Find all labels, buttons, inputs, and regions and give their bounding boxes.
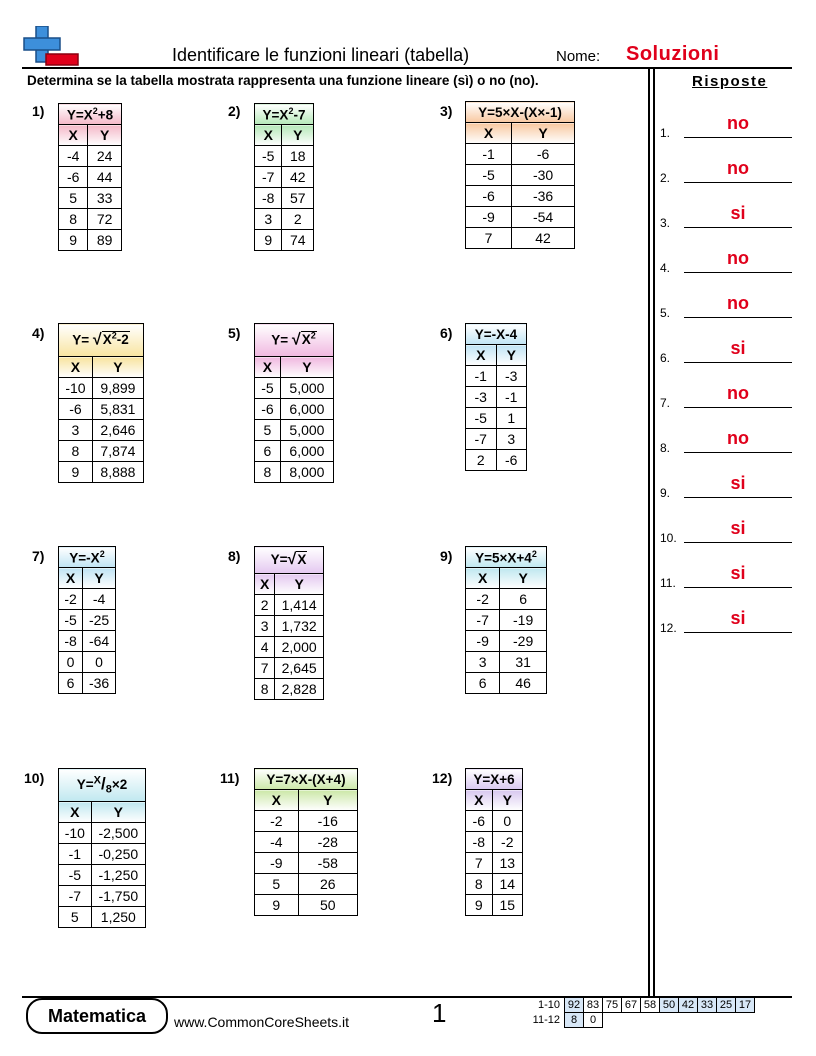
y-cell: 89 (88, 230, 122, 251)
x-header: X (59, 568, 83, 589)
formula-exponent: 2 (111, 330, 117, 341)
answer-row (660, 380, 795, 410)
x-header: X (466, 790, 493, 811)
x-cell: -1 (466, 144, 512, 165)
function-table-12 (465, 768, 523, 916)
brand-badge: Matematica (26, 998, 168, 1034)
sqrt-icon: √ (287, 551, 297, 568)
y-cell: 18 (282, 146, 314, 167)
answer-line (684, 542, 792, 543)
answer-value: si (730, 518, 746, 538)
formula-text: -2 (116, 332, 129, 348)
formula-exponent: 2 (288, 105, 294, 116)
x-cell: 5 (59, 907, 92, 928)
x-cell: -7 (466, 610, 500, 631)
x-cell: -1 (59, 844, 92, 865)
y-cell: 44 (88, 167, 122, 188)
header-divider (22, 67, 792, 69)
answer-line (684, 227, 792, 228)
problem-number: 4) (32, 325, 45, 341)
formula-text: -7 (293, 107, 306, 123)
y-cell: 2,646 (92, 420, 143, 441)
answer-line (684, 407, 792, 408)
x-cell: -4 (59, 146, 88, 167)
y-cell: -25 (83, 610, 116, 631)
answer-number: 9. (660, 486, 671, 500)
x-cell: -8 (255, 188, 282, 209)
x-header: X (466, 123, 512, 144)
x-header: X (255, 790, 299, 811)
answer-value: no (727, 248, 749, 268)
x-cell: 5 (255, 874, 299, 895)
formula-text: Y= (271, 332, 289, 348)
website-link[interactable]: www.CommonCoreSheets.it (174, 1014, 350, 1030)
formula-numerator: X (93, 774, 101, 787)
function-table-4 (58, 323, 144, 483)
score-cell: 33 (698, 998, 717, 1013)
score-cell: 58 (641, 998, 660, 1013)
y-cell: 8,000 (280, 462, 333, 483)
answer-value: si (730, 338, 746, 358)
x-cell: 8 (255, 679, 275, 700)
formula-cell (59, 769, 146, 802)
formula-cell: Y=5×X-(X×-1) (466, 102, 575, 123)
answer-value: no (727, 113, 749, 133)
x-cell: 2 (255, 595, 275, 616)
y-cell: -2,500 (91, 823, 145, 844)
formula-text: +8 (97, 107, 114, 123)
y-header: Y (91, 802, 145, 823)
answer-number: 6. (660, 351, 671, 365)
x-cell: 8 (59, 441, 93, 462)
answer-value: no (727, 158, 749, 178)
answer-row (660, 245, 795, 275)
answer-number: 5. (660, 306, 671, 320)
x-cell: -7 (255, 167, 282, 188)
x-cell: 6 (59, 673, 83, 694)
y-cell: 31 (500, 652, 547, 673)
score-table (520, 997, 755, 1028)
x-cell: 6 (255, 441, 281, 462)
formula-exponent: 2 (310, 330, 316, 341)
answer-number: 11. (660, 576, 676, 590)
x-cell: -7 (59, 886, 92, 907)
x-cell: -5 (466, 165, 512, 186)
y-header: Y (280, 357, 333, 378)
answer-row (660, 425, 795, 455)
y-cell: 50 (298, 895, 357, 916)
problem-number: 5) (228, 325, 241, 341)
formula-cell (59, 104, 122, 125)
y-cell: 1,250 (91, 907, 145, 928)
x-header: X (466, 345, 497, 366)
function-table-5 (254, 323, 334, 483)
page-number: 1 (432, 998, 447, 1028)
answer-value: si (730, 608, 746, 628)
formula-cell: Y=-X-4 (466, 324, 527, 345)
y-cell: 0 (83, 652, 116, 673)
formula-exponent: 2 (92, 105, 98, 116)
y-cell: -6 (512, 144, 575, 165)
y-cell: 57 (282, 188, 314, 209)
x-cell: -6 (466, 186, 512, 207)
answer-line (684, 362, 792, 363)
logo-icon (22, 26, 80, 68)
radicand: X (297, 552, 307, 567)
answer-value: no (727, 428, 749, 448)
y-cell: -36 (83, 673, 116, 694)
formula-text: Y=X (262, 107, 289, 123)
problem-number: 11) (220, 770, 240, 786)
function-table-2 (254, 103, 314, 251)
formula-text: ×2 (111, 777, 128, 793)
x-cell: -6 (255, 399, 281, 420)
answer-number: 2. (660, 171, 671, 185)
x-cell: 3 (59, 420, 93, 441)
problem-number: 9) (440, 548, 453, 564)
x-cell: -6 (59, 399, 93, 420)
x-cell: 3 (466, 652, 500, 673)
y-cell: 8,888 (92, 462, 143, 483)
y-cell: 2 (282, 209, 314, 230)
x-header: X (59, 357, 93, 378)
function-table-11 (254, 768, 358, 916)
formula-cell (255, 324, 334, 357)
problem-number: 8) (228, 548, 241, 564)
x-header: X (255, 357, 281, 378)
answer-value: no (727, 383, 749, 403)
x-cell: -5 (255, 378, 281, 399)
answer-row (660, 290, 795, 320)
formula-cell (466, 547, 547, 568)
name-label: Nome: (556, 48, 601, 65)
y-cell: -1,250 (91, 865, 145, 886)
y-cell: 7,874 (92, 441, 143, 462)
y-cell: -64 (83, 631, 116, 652)
y-cell: 42 (282, 167, 314, 188)
answer-number: 8. (660, 441, 671, 455)
x-cell: -6 (59, 167, 88, 188)
x-cell: 4 (255, 637, 275, 658)
x-cell: 7 (255, 658, 275, 679)
y-header: Y (92, 357, 143, 378)
y-cell: -30 (512, 165, 575, 186)
page-title: Identificare le funzioni lineari (tabella) (172, 45, 470, 65)
score-label: 11-12 (532, 1014, 560, 1026)
answer-line (684, 587, 792, 588)
y-cell: 42 (512, 228, 575, 249)
fraction-slash: / (100, 774, 106, 794)
x-cell: -8 (59, 631, 83, 652)
y-header: Y (500, 568, 547, 589)
column-divider (648, 67, 650, 997)
y-cell: -2 (492, 832, 522, 853)
answer-value: si (730, 563, 746, 583)
answer-line (684, 182, 792, 183)
x-cell: 3 (255, 209, 282, 230)
y-cell: -36 (512, 186, 575, 207)
y-cell: 5,000 (280, 378, 333, 399)
x-cell: -1 (466, 366, 497, 387)
y-cell: -6 (496, 450, 527, 471)
score-cell: 67 (622, 998, 641, 1013)
x-cell: 6 (466, 673, 500, 694)
radicand (102, 331, 130, 347)
y-cell: 3 (496, 429, 527, 450)
problem-number: 10) (24, 770, 45, 786)
problem-number: 2) (228, 103, 241, 119)
sqrt-icon: √ (92, 331, 102, 349)
answer-line (684, 452, 792, 453)
y-cell: 2,828 (275, 679, 324, 700)
y-cell: -54 (512, 207, 575, 228)
answers-heading: Risposte (692, 73, 768, 90)
x-header: X (59, 125, 88, 146)
column-divider (653, 67, 655, 997)
x-cell: 7 (466, 853, 493, 874)
y-cell: -58 (298, 853, 357, 874)
y-cell: 13 (492, 853, 522, 874)
x-cell: -3 (466, 387, 497, 408)
x-cell: -5 (59, 865, 92, 886)
formula-exponent: 2 (531, 548, 537, 559)
y-header: Y (492, 790, 522, 811)
score-cell: 83 (584, 998, 603, 1013)
answer-number: 1. (660, 126, 671, 140)
answer-value: si (730, 473, 746, 493)
function-table-8 (254, 546, 324, 700)
answer-line (684, 497, 792, 498)
y-cell: 26 (298, 874, 357, 895)
y-cell: 6 (500, 589, 547, 610)
answer-number: 7. (660, 396, 671, 410)
answer-line (684, 137, 792, 138)
y-cell: -28 (298, 832, 357, 853)
x-cell: 9 (59, 230, 88, 251)
function-table-9 (465, 546, 547, 694)
answer-line (684, 632, 792, 633)
x-cell: -7 (466, 429, 497, 450)
formula-exponent: 2 (99, 548, 105, 559)
formula-text: X (301, 332, 311, 348)
y-cell: 74 (282, 230, 314, 251)
y-cell: -29 (500, 631, 547, 652)
score-label: 1-10 (537, 999, 560, 1011)
x-cell: -5 (255, 146, 282, 167)
score-cell: 0 (584, 1013, 603, 1028)
x-cell: -5 (466, 408, 497, 429)
y-cell: -3 (496, 366, 527, 387)
answer-row (660, 605, 795, 635)
y-header: Y (512, 123, 575, 144)
instructions: Determina se la tabella mostrata rappresenta una funzione lineare (sì) o no (no). (27, 73, 539, 88)
answer-number: 3. (660, 216, 671, 230)
formula-text: X (102, 332, 112, 348)
y-header: Y (298, 790, 357, 811)
x-cell: 5 (255, 420, 281, 441)
x-cell: 3 (255, 616, 275, 637)
y-cell: 0 (492, 811, 522, 832)
y-header: Y (275, 574, 324, 595)
function-table-3 (465, 101, 575, 249)
problem-number: 12) (432, 770, 453, 786)
y-cell: 14 (492, 874, 522, 895)
y-cell: 1 (496, 408, 527, 429)
y-cell: 9,899 (92, 378, 143, 399)
x-cell: -2 (466, 589, 500, 610)
radicand (301, 331, 317, 347)
sqrt-icon: √ (291, 331, 301, 349)
score-cell: 17 (736, 998, 755, 1013)
formula-denominator: 8 (105, 783, 112, 796)
problem-number: 1) (32, 103, 45, 119)
score-cell: 50 (660, 998, 679, 1013)
function-table-6 (465, 323, 527, 471)
answer-value: no (727, 293, 749, 313)
x-cell: 9 (255, 230, 282, 251)
function-table-10 (58, 768, 146, 928)
answer-row (660, 515, 795, 545)
y-cell: -0,250 (91, 844, 145, 865)
x-cell: -9 (466, 207, 512, 228)
formula-cell: Y=7×X-(X+4) (255, 769, 358, 790)
answer-number: 4. (660, 261, 671, 275)
x-cell: 9 (59, 462, 93, 483)
function-table-7 (58, 546, 116, 694)
score-cell: 25 (717, 998, 736, 1013)
function-table-1 (58, 103, 122, 251)
x-cell: 9 (255, 895, 299, 916)
x-cell: -5 (59, 610, 83, 631)
x-cell: 8 (255, 462, 281, 483)
x-cell: -10 (59, 378, 93, 399)
y-cell: 1,414 (275, 595, 324, 616)
x-cell: -9 (466, 631, 500, 652)
formula-text: Y=-X (69, 550, 100, 566)
x-cell: 0 (59, 652, 83, 673)
x-cell: -2 (59, 589, 83, 610)
y-cell: 33 (88, 188, 122, 209)
x-cell: 7 (466, 228, 512, 249)
formula-cell (255, 104, 314, 125)
formula-text: Y= (72, 332, 90, 348)
x-cell: -8 (466, 832, 493, 853)
answer-row (660, 200, 795, 230)
answer-row (660, 110, 795, 140)
y-header: Y (83, 568, 116, 589)
y-cell: -19 (500, 610, 547, 631)
problem-number: 3) (440, 103, 453, 119)
score-cell: 42 (679, 998, 698, 1013)
formula-cell: Y=X+6 (466, 769, 523, 790)
x-header: X (255, 125, 282, 146)
solutions-label: Soluzioni (626, 43, 720, 65)
answer-row (660, 470, 795, 500)
y-cell: -16 (298, 811, 357, 832)
answer-number: 12. (660, 621, 677, 635)
answer-row (660, 560, 795, 590)
y-cell: 5,831 (92, 399, 143, 420)
formula-cell (255, 547, 324, 574)
score-cell: 75 (603, 998, 622, 1013)
y-cell: -1 (496, 387, 527, 408)
y-cell: 6,000 (280, 441, 333, 462)
problem-number: 7) (32, 548, 45, 564)
x-cell: 5 (59, 188, 88, 209)
x-cell: 2 (466, 450, 497, 471)
formula-cell (59, 547, 116, 568)
x-cell: -10 (59, 823, 92, 844)
x-cell: 8 (59, 209, 88, 230)
formula-text: Y=5×X+4 (475, 550, 532, 566)
problem-number: 6) (440, 325, 453, 341)
y-cell: 72 (88, 209, 122, 230)
formula-text: Y=X (66, 107, 93, 123)
answer-number: 10. (660, 531, 677, 545)
x-cell: -2 (255, 811, 299, 832)
formula-text: Y= (76, 777, 94, 793)
answer-row (660, 155, 795, 185)
score-cell: 92 (565, 998, 584, 1013)
answer-value: si (730, 203, 746, 223)
x-cell: -4 (255, 832, 299, 853)
y-header: Y (496, 345, 527, 366)
answer-line (684, 317, 792, 318)
y-cell: 2,000 (275, 637, 324, 658)
y-cell: 6,000 (280, 399, 333, 420)
x-header: X (59, 802, 92, 823)
x-cell: -9 (255, 853, 299, 874)
y-cell: 5,000 (280, 420, 333, 441)
y-cell: -1,750 (91, 886, 145, 907)
x-cell: -6 (466, 811, 493, 832)
y-cell: 2,645 (275, 658, 324, 679)
x-cell: 8 (466, 874, 493, 895)
formula-text: Y= (270, 552, 288, 567)
x-header: X (255, 574, 275, 595)
x-cell: 9 (466, 895, 493, 916)
y-cell: 46 (500, 673, 547, 694)
y-cell: 24 (88, 146, 122, 167)
y-header: Y (282, 125, 314, 146)
y-cell: 1,732 (275, 616, 324, 637)
score-cell: 8 (565, 1013, 584, 1028)
answer-row (660, 335, 795, 365)
y-header: Y (88, 125, 122, 146)
formula-cell (59, 324, 144, 357)
x-header: X (466, 568, 500, 589)
y-cell: -4 (83, 589, 116, 610)
y-cell: 15 (492, 895, 522, 916)
answer-line (684, 272, 792, 273)
